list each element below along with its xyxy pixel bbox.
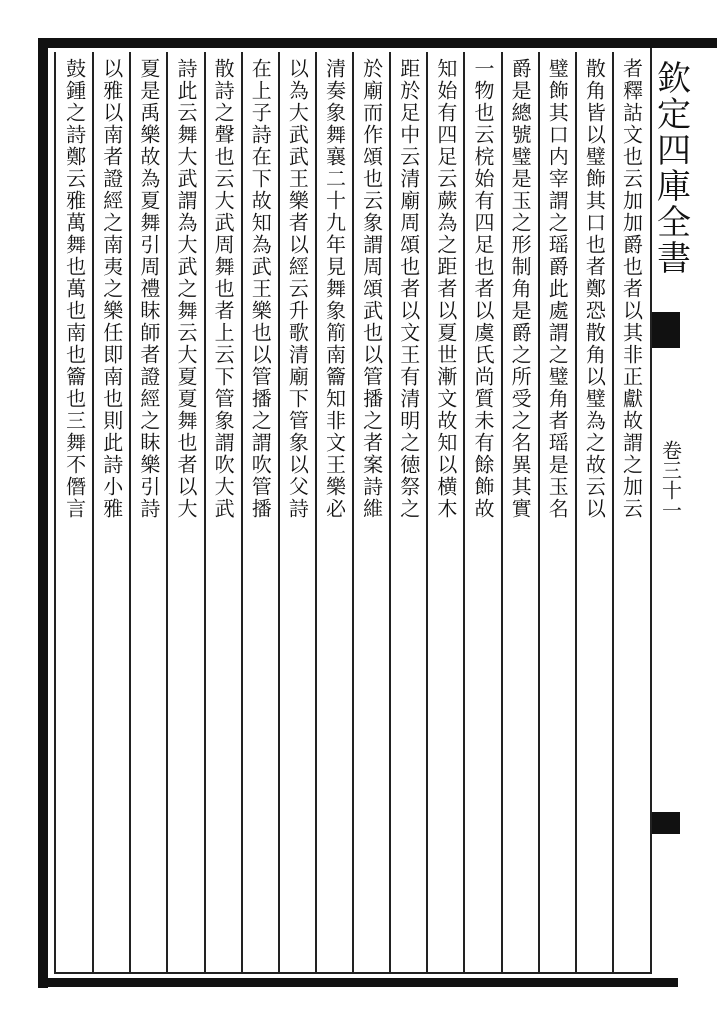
margin-volume-text: 卷三十一 xyxy=(658,440,683,520)
text-column xyxy=(93,58,130,970)
fish-tail-mark-top xyxy=(652,312,680,348)
margin-title-text: 欽定四庫全書 xyxy=(650,60,691,276)
column-text: 以雅以南者證經之南夷之樂任即南也則此詩小雅 xyxy=(99,58,124,520)
text-column xyxy=(279,58,316,970)
text-column xyxy=(576,58,613,970)
column-text: 璧飾其口内宰謂之瑶爵此處謂之璧角者瑶是玉名 xyxy=(545,58,570,520)
text-column xyxy=(130,58,167,970)
column-text: 清奏象舞襄二十九年見舞象箾南籥知非文王樂必 xyxy=(322,58,347,520)
text-column xyxy=(167,58,204,970)
outer-border-left xyxy=(38,38,48,988)
text-column xyxy=(539,58,576,970)
column-text: 者釋詁文也云加加爵也者以其非正獻故謂之加云 xyxy=(619,58,644,520)
text-column xyxy=(613,58,650,970)
outer-border-bottom xyxy=(38,978,678,987)
text-column xyxy=(242,58,279,970)
text-column xyxy=(390,58,427,970)
column-text: 在上子詩在下故知為武王樂也以管播之謂吹管播 xyxy=(248,58,273,520)
column-text: 散詩之聲也云大武周舞也者上云下管象謂吹大武 xyxy=(211,58,236,520)
column-text: 散角皆以璧飾其口也者鄭恐散角以璧為之故云以 xyxy=(582,58,607,520)
text-column xyxy=(464,58,501,970)
text-column xyxy=(502,58,539,970)
column-text: 於廟而作頌也云象謂周頌武也以管播之者案詩維 xyxy=(359,58,384,520)
column-text: 爵是總號璧是玉之形制角是爵之所受之名異其實 xyxy=(508,58,533,520)
column-text: 一物也云梡始有四足也者以虞氏尚質未有餘飾故 xyxy=(470,58,495,520)
column-text: 距於足中云清廟周頌也者以文王有清明之徳祭之 xyxy=(396,58,421,520)
column-text: 以為大武武王樂者以經云升歌清廟下管象以父詩 xyxy=(285,58,310,520)
text-column xyxy=(205,58,242,970)
margin-book-title xyxy=(650,60,691,310)
column-text: 夏是禹樂故為夏舞引周禮眜師者證經之眜樂引詩 xyxy=(136,58,161,520)
text-column xyxy=(316,58,353,970)
text-column xyxy=(56,58,93,970)
text-column xyxy=(353,58,390,970)
fish-tail-mark-bottom xyxy=(652,812,680,834)
column-text: 詩此云舞大武謂為大武之舞云大夏夏舞也者以大 xyxy=(173,58,198,520)
outer-border-top xyxy=(38,38,717,48)
margin-volume xyxy=(656,440,686,570)
column-text: 鼓鍾之詩鄭云雅萬舞也萬也南也籥也三舞不僭言 xyxy=(62,58,87,520)
column-text: 知始有四足云蕨為之距者以夏世漸文故知以横木 xyxy=(433,58,458,520)
text-column xyxy=(427,58,464,970)
